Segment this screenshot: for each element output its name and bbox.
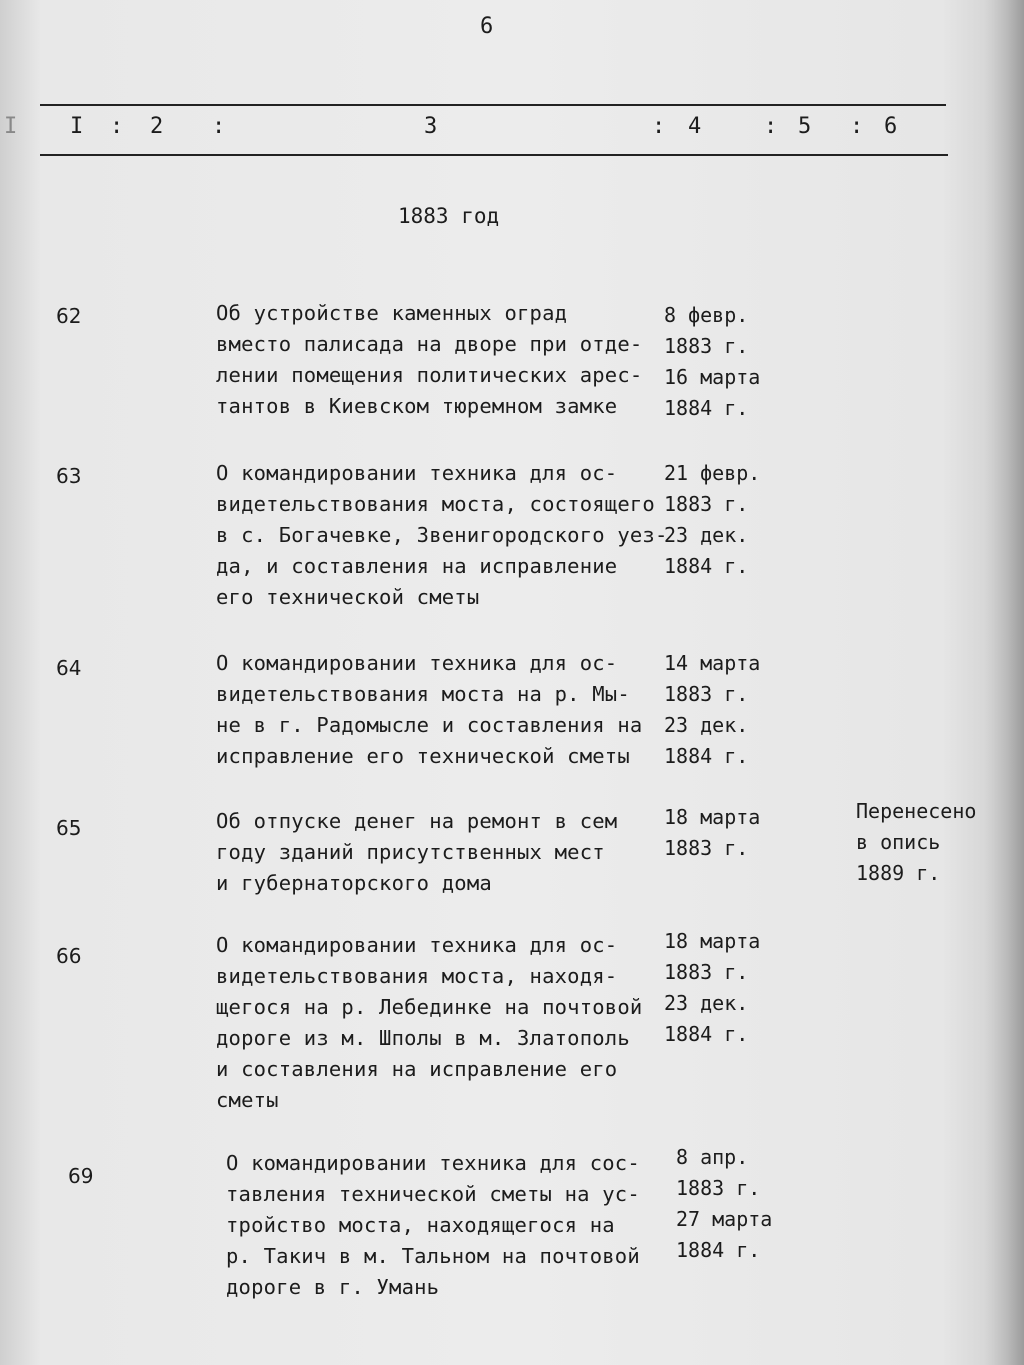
entry-date-line: 1884 г. bbox=[664, 1022, 749, 1046]
header-col-2: 2 bbox=[150, 114, 164, 139]
page-number: 6 bbox=[480, 14, 494, 39]
entry-number: 66 bbox=[56, 944, 82, 968]
entry-title-line: году зданий присутственных мест bbox=[216, 840, 605, 864]
header-sep: : bbox=[850, 114, 864, 139]
entry-title-line: Об отпуске денег на ремонт в сем bbox=[216, 809, 618, 833]
entry-title-line: видетельствования моста, находя- bbox=[216, 964, 618, 988]
entry-date-line: 1883 г. bbox=[676, 1176, 761, 1200]
entry-note-line: Перенесено bbox=[856, 799, 977, 823]
entry-title-line: тантов в Киевском тюремном замке bbox=[216, 394, 618, 418]
entry-title-line: Об устройстве каменных оград bbox=[216, 301, 568, 325]
entry-title-line: да, и составления на исправление bbox=[216, 554, 618, 578]
header-sep: : bbox=[110, 114, 124, 139]
entry-title-line: в с. Богачевке, Звенигородского уез- bbox=[216, 523, 668, 547]
year-heading: 1883 год bbox=[398, 204, 500, 228]
header-sep: : bbox=[212, 114, 226, 139]
entry-date-line: 23 дек. bbox=[664, 523, 749, 547]
entry-date-line: 1884 г. bbox=[664, 554, 749, 578]
entry-title bbox=[216, 648, 666, 772]
entry-title-line: и составления на исправление его bbox=[216, 1057, 618, 1081]
entry-date-line: 27 марта bbox=[676, 1207, 773, 1231]
entry-dates bbox=[664, 458, 804, 582]
header-col-5: 5 bbox=[798, 114, 812, 139]
header-sep: : bbox=[764, 114, 778, 139]
entry-title-line: лении помещения политических арес- bbox=[216, 363, 643, 387]
entry-title-line: видетельствования моста, состоящего bbox=[216, 492, 655, 516]
entry-number: 63 bbox=[56, 464, 82, 488]
entry-date-line: 16 марта bbox=[664, 365, 761, 389]
entry-number: 62 bbox=[56, 304, 82, 328]
entry-dates bbox=[664, 926, 804, 1050]
entry-title-line: тройство моста, находящегося на bbox=[226, 1213, 615, 1237]
entry-title-line: и губернаторского дома bbox=[216, 871, 492, 895]
entry-dates bbox=[664, 802, 804, 864]
entry-title bbox=[226, 1148, 676, 1303]
entry-dates bbox=[676, 1142, 816, 1266]
entry-date-line: 1883 г. bbox=[664, 836, 749, 860]
entry-date-line: 1883 г. bbox=[664, 492, 749, 516]
entry-title-line: дороге из м. Шполы в м. Златополь bbox=[216, 1026, 630, 1050]
header-top-rule bbox=[40, 104, 946, 106]
entry-title-line: О командировании техника для ос- bbox=[216, 461, 618, 485]
entry-title-line: сметы bbox=[216, 1088, 279, 1112]
entry-date-line: 1884 г. bbox=[676, 1238, 761, 1262]
entry-note-line: в опись bbox=[856, 830, 941, 854]
entry-title bbox=[216, 458, 666, 613]
entry-number: 69 bbox=[68, 1164, 94, 1188]
entry-note bbox=[856, 796, 1016, 889]
entry-date-line: 1883 г. bbox=[664, 682, 749, 706]
header-col-1: I bbox=[70, 114, 84, 139]
entry-dates bbox=[664, 648, 804, 772]
entry-title-line: О командировании техника для сос- bbox=[226, 1151, 640, 1175]
entry-title bbox=[216, 806, 666, 899]
entry-date-line: 1883 г. bbox=[664, 960, 749, 984]
entry-date-line: 23 дек. bbox=[664, 713, 749, 737]
page-edge-shadow bbox=[984, 0, 1024, 1365]
entry-title-line: видетельствования моста на р. Мы- bbox=[216, 682, 630, 706]
entry-title-line: О командировании техника для ос- bbox=[216, 933, 618, 957]
entry-date-line: 14 марта bbox=[664, 651, 761, 675]
entry-date-line: 21 февр. bbox=[664, 461, 761, 485]
entry-title-line: его технической сметы bbox=[216, 585, 480, 609]
entry-title-line: не в г. Радомысле и составления на bbox=[216, 713, 643, 737]
header-sep: : bbox=[652, 114, 666, 139]
entry-number: 65 bbox=[56, 816, 82, 840]
entry-date-line: 8 апр. bbox=[676, 1145, 749, 1169]
entry-title-line: вместо палисада на дворе при отде- bbox=[216, 332, 643, 356]
entry-title bbox=[216, 930, 666, 1116]
entry-date-line: 18 марта bbox=[664, 929, 761, 953]
entry-date-line: 23 дек. bbox=[664, 991, 749, 1015]
entry-title-line: щегося на р. Лебединке на почтовой bbox=[216, 995, 643, 1019]
entry-dates bbox=[664, 300, 804, 424]
entry-title-line: исправление его технической сметы bbox=[216, 744, 630, 768]
entry-title-line: дороге в г. Умань bbox=[226, 1275, 440, 1299]
entry-date-line: 8 февр. bbox=[664, 303, 749, 327]
entry-date-line: 1883 г. bbox=[664, 334, 749, 358]
entry-title-line: р. Такич в м. Тальном на почтовой bbox=[226, 1244, 640, 1268]
header-bottom-rule bbox=[40, 154, 948, 156]
header-col-6: 6 bbox=[884, 114, 898, 139]
entry-title-line: тавления технической сметы на ус- bbox=[226, 1182, 640, 1206]
entry-date-line: 18 марта bbox=[664, 805, 761, 829]
entry-title bbox=[216, 298, 666, 422]
entry-date-line: 1884 г. bbox=[664, 396, 749, 420]
header-col-4: 4 bbox=[688, 114, 702, 139]
entry-note-line: 1889 г. bbox=[856, 861, 941, 885]
entry-date-line: 1884 г. bbox=[664, 744, 749, 768]
header-col-3: 3 bbox=[424, 114, 438, 139]
entry-number: 64 bbox=[56, 656, 82, 680]
entry-title-line: О командировании техника для ос- bbox=[216, 651, 618, 675]
margin-mark: I bbox=[4, 114, 18, 139]
